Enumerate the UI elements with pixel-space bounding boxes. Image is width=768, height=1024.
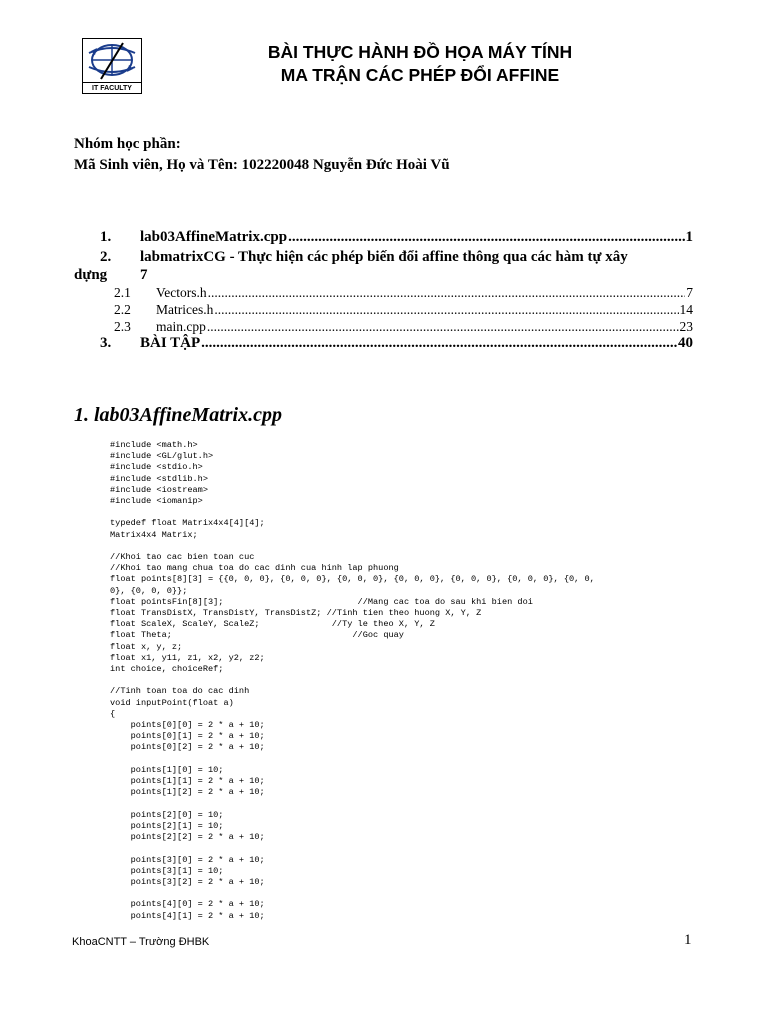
toc-number: 2.2 (114, 302, 131, 317)
toc-item-3[interactable] (74, 335, 693, 352)
toc-leader (207, 319, 679, 335)
faculty-logo (82, 38, 142, 94)
toc-leader (201, 335, 677, 352)
toc-item-2-2[interactable] (74, 302, 693, 318)
toc-leader (214, 302, 678, 318)
toc-number: 1. (100, 229, 112, 245)
toc-page: 7 (686, 285, 693, 300)
toc-number: 2.1 (114, 285, 131, 300)
toc-item-2-continued[interactable] (74, 267, 148, 284)
footer-text: KhoaCNTT – Trường ĐHBK (72, 936, 210, 948)
toc-number: 2.3 (114, 319, 131, 334)
toc-page: 14 (679, 302, 693, 317)
toc-item-1[interactable] (74, 229, 693, 246)
page-subtitle: MA TRẬN CÁC PHÉP ĐỔI AFFINE (280, 65, 560, 85)
logo-caption: IT FACULTY (83, 82, 141, 94)
toc-number: 2. (100, 249, 112, 265)
toc-text-cont: dựng (74, 267, 108, 283)
toc-text: labmatrixCG - Thực hiện các phép biến đổi affine thông qua các hàm tự xây (140, 249, 628, 265)
toc-text: BÀI TẬP (140, 335, 201, 351)
toc-text: Vectors.h (156, 285, 207, 300)
toc-text: lab03AffineMatrix.cpp (140, 229, 288, 245)
toc-page: 1 (685, 229, 693, 245)
toc-page: 40 (678, 335, 693, 351)
toc-item-2-3[interactable] (74, 319, 693, 335)
toc-page: 7 (140, 267, 148, 283)
toc-leader (208, 285, 686, 301)
toc-leader (288, 229, 684, 246)
toc-text: main.cpp (156, 319, 206, 334)
toc-text: Matrices.h (156, 302, 214, 317)
code-listing: #include <math.h> #include <GL/glut.h> #include <stdio.h> #include <stdlib.h> #include <iostream> #include <iomanip> typedef float Matrix4x4[4][4]; Matrix4x4 Matrix; //Khoi tao cac bien toan cuc //Khoi tao mang chua toa do cac dinh cua hinh lap phuong float points[8][3] = {{0, 0, 0}, {0, 0, 0}, {0, 0, 0}, {0, 0, 0}, {0, 0, 0}, {0, 0, 0}, {0, 0, 0}, {0, 0, 0}}; float pointsFin[8][3]; //Mang cac toa do sau khi bien doi float TransDistX, TransDistY, TransDistZ; //Tinh tien theo huong X, Y, Z float ScaleX, ScaleY, ScaleZ; //Ty le theo X, Y, Z float Theta; //Goc quay float x, y, z; float x1, y11, z1, x2, y2, z2; int choice, choiceRef; //Tinh toan toa do cac dinh void inputPoint(float a) { points[0][0] = 2 * a + 10; points[0][1] = 2 * a + 10; points[0][2] = 2 * a + 10; points[1][0] = 10; points[1][1] = 2 * a + 10; points[1][2] = 2 * a + 10; points[2][0] = 10; points[2][1] = 10; points[2][2] = 2 * a + 10; points[3][0] = 2 * a + 10; points[3][1] = 10; points[3][2] = 2 * a + 10; points[4][0] = 2 * a + 10; points[4][1] = 2 * a + 10; (110, 440, 595, 921)
student-info: Mã Sinh viên, Họ và Tên: 102220048 Nguyễn Đức Hoài Vũ (74, 157, 450, 173)
toc-number: 3. (100, 335, 112, 351)
page-title: BÀI THỰC HÀNH ĐỒ HỌA MÁY TÍNH (267, 42, 573, 62)
section-heading: 1. lab03AffineMatrix.cpp (74, 404, 282, 426)
toc-item-2[interactable] (74, 249, 693, 266)
page-number: 1 (684, 932, 692, 948)
group-label: Nhóm học phần: (74, 136, 181, 152)
logo-emblem-icon (83, 39, 141, 82)
toc-page: 23 (679, 319, 693, 334)
toc-item-2-1[interactable] (74, 285, 693, 301)
